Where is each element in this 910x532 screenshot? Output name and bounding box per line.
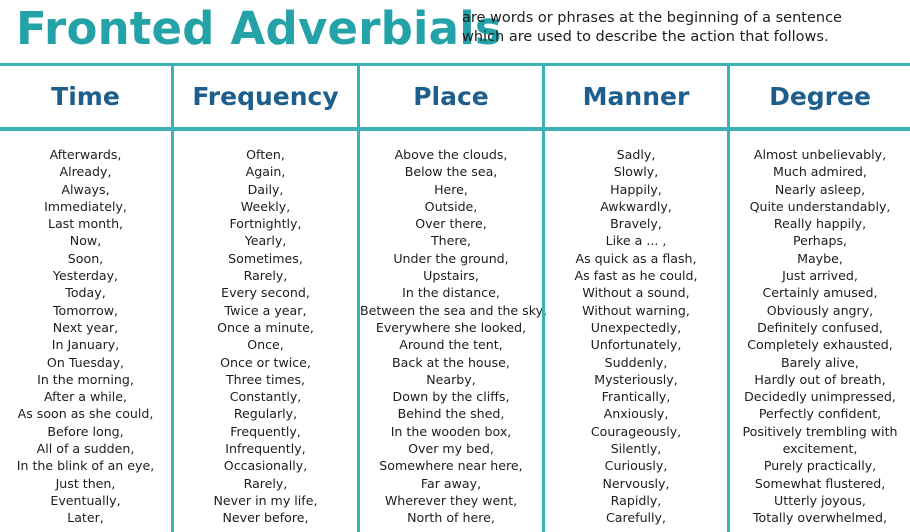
subtitle-line-1: are words or phrases at the beginning of a sentence: [462, 10, 842, 26]
list-item: Hardly out of breath,: [754, 371, 886, 387]
list-item: Wherever they went,: [384, 492, 518, 508]
subtitle-line-2: which are used to describe the action that follows.: [462, 29, 829, 45]
list-item: Yesterday,: [52, 268, 119, 284]
list-item: Around the tent,: [399, 337, 503, 353]
list-item: Every second,: [221, 285, 310, 301]
column-heading: Time: [51, 82, 120, 111]
list-item: Outside,: [424, 198, 478, 214]
list-item: North of here,: [407, 510, 495, 526]
list-item: Always,: [61, 181, 110, 197]
list-item: Perfectly confident,: [758, 406, 882, 422]
list-item: Rarely,: [243, 268, 288, 284]
list-item: Decidedly unimpressed,: [744, 389, 896, 405]
header: [0, 0, 910, 66]
list-item: Awkwardly,: [600, 198, 672, 214]
list-item: Over my bed,: [408, 441, 494, 457]
list-item: Almost unbelievably,: [753, 147, 887, 162]
list-item: As soon as she could,: [17, 406, 154, 422]
list-item: Frantically,: [601, 389, 671, 405]
page-subtitle: [462, 9, 842, 47]
list-item: As quick as a flash,: [575, 250, 697, 266]
list-item: Silently,: [610, 441, 662, 457]
list-item: Occasionally,: [223, 458, 308, 474]
list-item: Again,: [245, 164, 286, 180]
list-item: Really happily,: [773, 216, 867, 232]
list-item: Suddenly,: [604, 354, 668, 370]
column-place: [357, 66, 548, 532]
list-item: Unfortunately,: [590, 337, 682, 353]
list-item: As fast as he could,: [574, 268, 698, 284]
column-degree: [727, 66, 910, 532]
list-item: Completely exhausted,: [747, 337, 893, 353]
column-list: [730, 146, 910, 527]
list-item: On Tuesday,: [46, 354, 125, 370]
list-item: Once or twice,: [220, 354, 311, 370]
list-item: Often,: [246, 147, 285, 162]
list-item: Before long,: [47, 423, 124, 439]
list-item: Infrequently,: [225, 441, 306, 457]
list-item: Quite understandably,: [749, 198, 891, 214]
list-item: Slowly,: [613, 164, 659, 180]
list-item: In the distance,: [402, 285, 500, 301]
list-item: Somewhere near here,: [379, 458, 523, 474]
list-item: Tomorrow,: [52, 302, 119, 318]
list-item: Happily,: [610, 181, 662, 197]
list-item: Never in my life,: [213, 492, 318, 508]
list-item: Over there,: [415, 216, 487, 232]
list-item: Everywhere she looked,: [375, 319, 527, 335]
column-frequency: [171, 66, 357, 532]
list-item: Under the ground,: [393, 250, 509, 266]
list-item: Without warning,: [582, 302, 690, 318]
list-item: Afterwards,: [49, 147, 122, 162]
list-item: Yearly,: [244, 233, 287, 249]
list-item: After a while,: [44, 389, 127, 405]
list-item: Three times,: [225, 371, 306, 387]
list-item: Like a ... ,: [605, 233, 667, 249]
list-item: Just then,: [55, 475, 116, 491]
list-item: Much admired,: [773, 164, 867, 180]
list-item: Back at the house,: [392, 354, 510, 370]
list-item: Anxiously,: [603, 406, 669, 422]
list-item: Today,: [65, 285, 106, 301]
list-item: Down by the cliffs,: [392, 389, 510, 405]
list-item: Soon,: [67, 250, 104, 266]
list-item: Rapidly,: [610, 492, 662, 508]
column-list: [545, 146, 727, 527]
list-item: Already,: [59, 164, 112, 180]
page-title: Fronted Adverbials: [16, 2, 502, 55]
list-item: Bravely,: [610, 216, 662, 232]
list-item: Definitely confused,: [757, 319, 883, 335]
list-item: Mysteriously,: [594, 371, 678, 387]
list-item: Certainly amused,: [762, 285, 878, 301]
list-item: Utterly joyous,: [774, 492, 866, 508]
list-item: Unexpectedly,: [590, 319, 682, 335]
list-item: Sometimes,: [228, 250, 303, 266]
list-item: Purely practically,: [763, 458, 877, 474]
list-item: Far away,: [420, 475, 482, 491]
list-item: Curiously,: [604, 458, 668, 474]
list-item: Immediately,: [44, 198, 127, 214]
heading-divider: [0, 127, 910, 131]
list-item: In the morning,: [37, 371, 134, 387]
list-item: Behind the shed,: [397, 406, 505, 422]
list-item: Weekly,: [240, 198, 291, 214]
list-item: Once a minute,: [217, 319, 314, 335]
list-item: Somewhat flustered,: [754, 475, 886, 491]
list-item: Carefully,: [605, 510, 667, 526]
column-time: [0, 66, 171, 532]
column-manner: [542, 66, 727, 532]
list-item: Sadly,: [616, 147, 656, 162]
list-item: Below the sea,: [404, 164, 498, 180]
list-item: Later,: [67, 510, 104, 526]
list-item: Perhaps,: [792, 233, 848, 249]
column-heading: Degree: [769, 82, 871, 111]
column-heading: Frequency: [192, 82, 339, 111]
list-item: Just arrived,: [782, 268, 858, 284]
list-item: Here,: [434, 181, 468, 197]
list-item: Now,: [69, 233, 102, 249]
list-item: Constantly,: [229, 389, 302, 405]
list-item: Daily,: [247, 181, 284, 197]
list-item: Rarely,: [243, 475, 288, 491]
column-list: [0, 146, 171, 527]
column-heading: Manner: [582, 82, 690, 111]
list-item: Nervously,: [602, 475, 670, 491]
column-list: [174, 146, 357, 527]
list-item: Positively trembling with excitement,: [742, 423, 898, 457]
list-item: Nearby,: [426, 371, 476, 387]
list-item: Upstairs,: [423, 268, 479, 284]
list-item: Above the clouds,: [394, 147, 508, 162]
column-heading: Place: [413, 82, 489, 111]
list-item: Next year,: [52, 319, 119, 335]
list-item: Once,: [247, 337, 284, 353]
list-item: Between the sea and the sky,: [360, 302, 548, 318]
list-item: Barely alive,: [781, 354, 859, 370]
list-item: Maybe,: [797, 250, 843, 266]
list-item: Fortnightly,: [229, 216, 302, 232]
list-item: In the blink of an eye,: [16, 458, 155, 474]
list-item: Never before,: [222, 510, 309, 526]
list-item: Nearly asleep,: [774, 181, 866, 197]
list-item: There,: [430, 233, 472, 249]
list-item: Totally overwhelmed,: [753, 510, 887, 526]
list-item: In January,: [51, 337, 120, 353]
list-item: Frequently,: [230, 423, 301, 439]
list-item: Last month,: [47, 216, 124, 232]
list-item: Without a sound,: [582, 285, 690, 301]
list-item: Eventually,: [50, 492, 121, 508]
list-item: Regularly,: [233, 406, 298, 422]
list-item: Obviously angry,: [766, 302, 874, 318]
list-item: Courageously,: [590, 423, 682, 439]
adverbials-table: [0, 63, 910, 532]
list-item: Twice a year,: [224, 302, 307, 318]
list-item: In the wooden box,: [390, 423, 512, 439]
column-list: [360, 146, 548, 527]
list-item: All of a sudden,: [36, 441, 135, 457]
